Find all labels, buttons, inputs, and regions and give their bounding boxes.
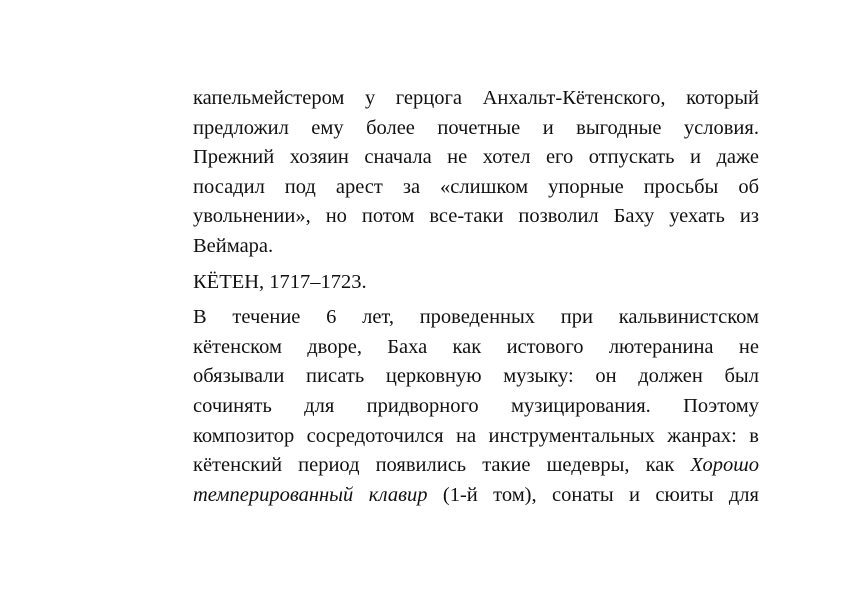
- word: предложил: [193, 116, 289, 139]
- word: 6: [326, 306, 337, 329]
- word: на: [456, 424, 477, 447]
- word: В: [193, 306, 207, 329]
- word: инструментальных: [488, 424, 655, 447]
- word: из: [739, 205, 759, 228]
- word: том),: [493, 483, 537, 506]
- word: посадил: [193, 175, 265, 198]
- word: Баха: [387, 335, 428, 358]
- paragraph-2-line-1: [193, 303, 759, 333]
- italic-title-word: темперированный: [193, 483, 354, 506]
- word: сначала: [364, 146, 432, 169]
- italic-title-word: Хорошо: [690, 454, 759, 477]
- word: и: [689, 146, 701, 169]
- word: герцога: [395, 87, 463, 109]
- word: почетные: [437, 116, 521, 139]
- paragraph-1-last-line: Веймара.: [193, 234, 274, 257]
- word: музыку:: [503, 365, 574, 388]
- word: и: [629, 483, 640, 506]
- word: сонаты: [552, 483, 614, 506]
- word: музицирования.: [511, 394, 651, 417]
- word: даже: [716, 146, 759, 169]
- paragraph-2-line-6: [193, 451, 759, 481]
- word: как: [645, 454, 675, 477]
- word: для: [728, 483, 759, 506]
- word: истового: [506, 335, 584, 358]
- word: позволил: [518, 205, 599, 228]
- word: проведенных: [419, 306, 536, 329]
- word: все-таки: [429, 205, 504, 228]
- word: Прежний: [193, 146, 275, 169]
- paragraph-1: [193, 84, 759, 262]
- paragraph-1-line-1: [193, 84, 759, 114]
- word: композитор: [193, 424, 295, 447]
- word: сосредоточился: [306, 424, 444, 447]
- word: период: [298, 454, 360, 477]
- word: потом: [361, 205, 415, 228]
- paragraph-1-line-5: [193, 202, 759, 232]
- word: под: [284, 175, 316, 198]
- word: для: [304, 394, 335, 417]
- word: придворного: [366, 394, 479, 417]
- word: Анхальт-Кётенского,: [482, 87, 666, 109]
- paragraph-1-line-4: [193, 173, 759, 203]
- word: условия.: [683, 116, 759, 139]
- word: писать: [306, 365, 365, 388]
- paragraph-2-line-5: [193, 422, 759, 452]
- word: ему: [311, 116, 344, 139]
- word: Поэтому: [683, 394, 759, 417]
- word: хотел: [482, 146, 531, 169]
- word: просьбы: [643, 175, 719, 198]
- text-body: [193, 84, 759, 510]
- word: выгодные: [576, 116, 662, 139]
- word: капельмейстером: [193, 87, 345, 109]
- paragraph-1-line-3: [193, 143, 759, 173]
- section-heading: КЁТЕН, 1717–1723.: [193, 270, 367, 293]
- word: упорные: [548, 175, 624, 198]
- word: но: [325, 205, 347, 228]
- word: сюиты: [655, 483, 714, 506]
- word: отпускать: [588, 146, 675, 169]
- word: за: [402, 175, 421, 198]
- word: при: [560, 306, 593, 329]
- word: такие: [482, 454, 531, 477]
- word: который: [686, 87, 759, 109]
- word: как: [452, 335, 482, 358]
- word: должен: [638, 365, 703, 388]
- paragraph-2: [193, 303, 759, 510]
- word: церковную: [385, 365, 482, 388]
- word: более: [366, 116, 415, 139]
- word: был: [724, 365, 759, 388]
- word: он: [595, 365, 617, 388]
- word: кальвинистском: [618, 306, 759, 329]
- word: у: [364, 87, 376, 109]
- word: арест: [335, 175, 383, 198]
- word: хозяин: [289, 146, 349, 169]
- word: сочинять: [193, 394, 272, 417]
- word: шедевры,: [546, 454, 630, 477]
- italic-title-word: клавир: [368, 483, 428, 506]
- word: дворе,: [307, 335, 362, 358]
- word: не: [738, 335, 759, 358]
- word: (1-й: [442, 483, 478, 506]
- word: появились: [375, 454, 467, 477]
- word: кётенский: [193, 454, 283, 477]
- paragraph-2-line-3: [193, 362, 759, 392]
- word: лет,: [362, 306, 394, 329]
- word: об: [738, 175, 759, 198]
- word: «слишком: [440, 175, 529, 198]
- word: в: [749, 424, 759, 447]
- word: течение: [232, 306, 301, 329]
- word: не: [447, 146, 468, 169]
- paragraph-2-line-4: [193, 392, 759, 422]
- paragraph-1-line-2: [193, 114, 759, 144]
- word: лютеранина: [608, 335, 714, 358]
- word: увольнении»,: [193, 205, 311, 228]
- word: его: [545, 146, 574, 169]
- word: уехать: [669, 205, 725, 228]
- paragraph-2-line-7: [193, 481, 759, 511]
- word: Баху: [613, 205, 655, 228]
- word: обязывали: [193, 365, 285, 388]
- paragraph-2-line-2: [193, 333, 759, 363]
- word: кётенском: [193, 335, 282, 358]
- word: жанрах:: [667, 424, 737, 447]
- word: и: [542, 116, 554, 139]
